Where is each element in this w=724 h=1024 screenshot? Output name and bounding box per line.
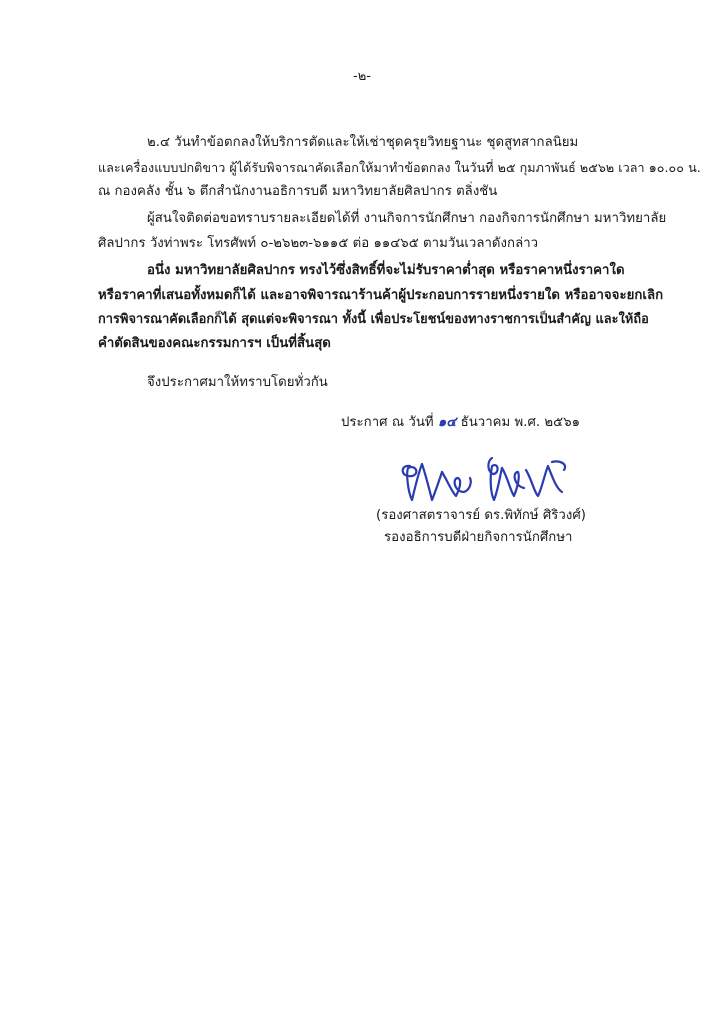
signatory-name: (รองศาสตราจารย์ ดร.พิทักษ์ ศิริวงศ์): [376, 508, 586, 523]
paragraph-2-line-1: ผู้สนใจติดต่อขอทราบรายละเอียดได้ที่ งานกิจการนักศึกษา กองกิจการนักศึกษา มหาวิทยาลัย: [147, 211, 667, 226]
paragraph-1-line-1: ๒.๔ วันทำข้อตกลงให้บริการตัดและให้เช่าชุดครุยวิทยฐานะ ชุดสูทสากลนิยม: [147, 135, 579, 150]
paragraph-3-line-1: อนึ่ง มหาวิทยาลัยศิลปากร ทรงไว้ซึ่งสิทธิ์ที่จะไม่รับราคาต่ำสุด หรือราคาหนึ่งราคาใด: [147, 263, 625, 278]
paragraph-3-line-4: คำตัดสินของคณะกรรมการฯ เป็นที่สิ้นสุด: [98, 336, 331, 351]
announcement-suffix: ธันวาคม พ.ศ. ๒๕๖๑: [460, 415, 581, 430]
paragraph-3-line-3: การพิจารณาคัดเลือกก็ได้ สุดแต่จะพิจารณา ทั้งนี้ เพื่อประโยชน์ของทางราชการเป็นสำคัญ และให้ถือ: [98, 312, 649, 327]
paragraph-3-line-2: หรือราคาที่เสนอทั้งหมดก็ได้ และอาจพิจารณาร้านค้าผู้ประกอบการรายหนึ่งรายใด หรืออาจจะยกเลิก: [98, 288, 664, 303]
paragraph-1-line-2: และเครื่องแบบปกติขาว ผู้ได้รับพิจารณาคัดเลือกให้มาทำข้อตกลง ในวันที่ ๒๕ กุมภาพันธ์ ๒๕๖๒ เวลา ๑๐.๐๐ น.: [98, 160, 701, 175]
closing-statement: จึงประกาศมาให้ทราบโดยทั่วกัน: [147, 375, 328, 390]
announcement-date: [341, 415, 580, 431]
paragraph-2-line-2: ศิลปากร วังท่าพระ โทรศัพท์ ๐-๒๖๒๓-๖๑๑๕ ต่อ ๑๑๔๖๕ ตามวันเวลาดังกล่าว: [98, 236, 539, 251]
paragraph-1-line-3: ณ กองคลัง ชั้น ๖ ตึกสำนักงานอธิการบดี มหาวิทยาลัยศิลปากร ตลิ่งชัน: [98, 184, 498, 199]
page-number: -๒-: [353, 69, 371, 84]
announcement-prefix: ประกาศ ณ วันที่: [341, 415, 434, 430]
announcement-day: ๑๔: [437, 415, 457, 430]
signatory-position: รองอธิการบดีฝ่ายกิจการนักศึกษา: [384, 530, 573, 545]
handwritten-signature: [392, 452, 582, 508]
